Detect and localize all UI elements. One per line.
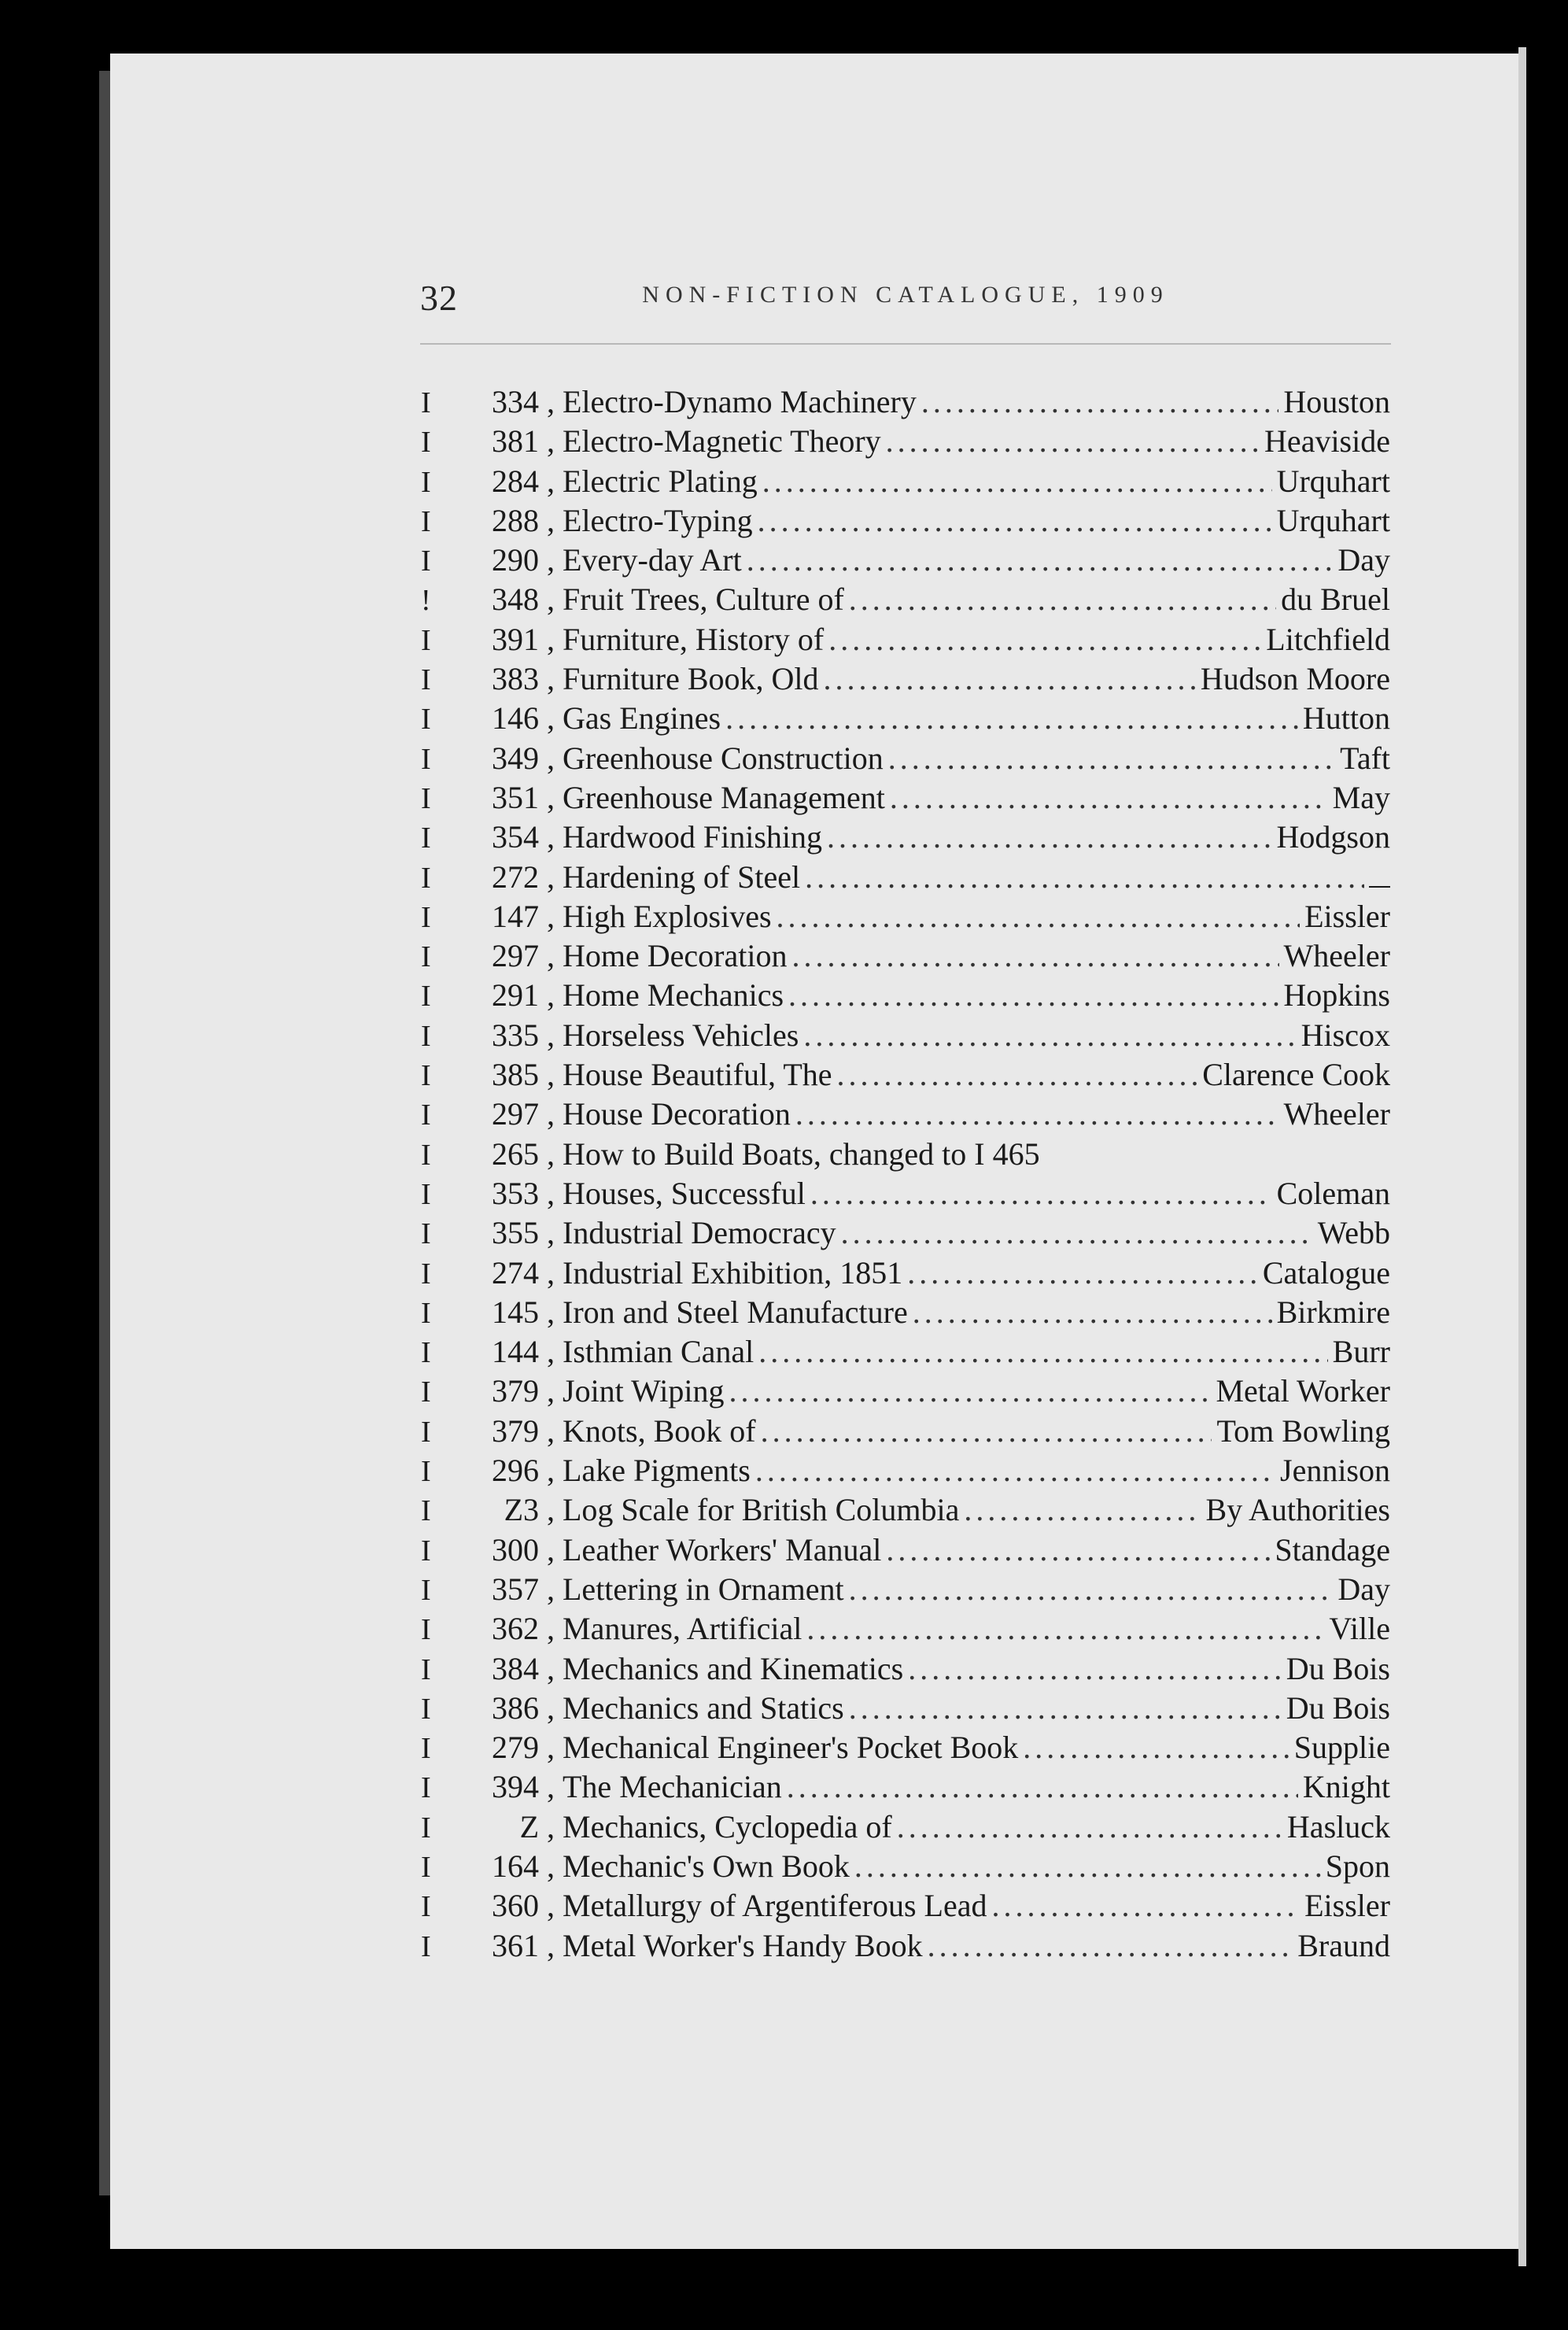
number-separator: , (547, 1730, 563, 1766)
catalogue-entry (421, 1767, 1390, 1807)
class-mark: ! (421, 584, 431, 618)
dot-leader (964, 1490, 1201, 1530)
entry-title: Mechanical Engineer's Pocket Book (563, 1730, 1019, 1766)
class-mark: I (421, 1217, 431, 1251)
entry-author: Eissler (1304, 1888, 1390, 1924)
class-mark: I (421, 1059, 431, 1093)
dot-leader (849, 580, 1276, 619)
dot-leader (849, 1689, 1282, 1728)
entry-author: May (1332, 779, 1390, 815)
number-separator: , (547, 779, 563, 815)
catalogue-entry (421, 1649, 1390, 1689)
entry-title: Leather Workers' Manual (563, 1531, 882, 1567)
entry-title: Mechanic's Own Book (563, 1848, 850, 1884)
class-mark: I (421, 1613, 431, 1647)
class-mark: I (421, 623, 431, 657)
entry-title: Electro-Dynamo Machinery (563, 384, 917, 419)
page-shadow-left (99, 71, 110, 2195)
dot-leader (803, 1016, 1296, 1055)
author-dash (1369, 886, 1390, 888)
entry-author: Taft (1340, 740, 1390, 776)
catalogue-entry (421, 1886, 1390, 1926)
page-edge-right (1518, 47, 1526, 2266)
catalogue-entry (421, 1808, 1390, 1847)
number-separator: , (547, 1571, 563, 1607)
entry-number: 335 (492, 1017, 539, 1053)
dot-leader (908, 1649, 1282, 1689)
catalogue-entry (421, 1293, 1390, 1332)
number-separator: , (547, 819, 563, 855)
dot-leader (897, 1808, 1282, 1847)
class-mark: I (421, 1732, 431, 1766)
class-mark: I (421, 426, 431, 460)
dot-leader (810, 1174, 1272, 1213)
page-number: 32 (420, 278, 458, 318)
entry-author: Burr (1332, 1334, 1390, 1370)
entry-title: Greenhouse Construction (563, 740, 884, 776)
dot-leader (758, 501, 1272, 541)
class-mark: I (421, 1692, 431, 1726)
entry-author: Wheeler (1283, 938, 1390, 974)
catalogue-entry (421, 580, 1390, 619)
entry-number: 300 (492, 1531, 539, 1567)
number-separator: , (547, 1096, 563, 1132)
entry-author: Birkmire (1276, 1294, 1390, 1330)
dot-leader (854, 1847, 1321, 1886)
catalogue-entry (421, 1689, 1390, 1728)
number-separator: , (547, 1689, 563, 1726)
entry-author: Du Bois (1286, 1650, 1390, 1686)
entry-number: 334 (492, 384, 539, 419)
number-separator: , (547, 740, 563, 776)
number-separator: , (547, 1888, 563, 1924)
class-mark: I (421, 465, 431, 499)
entry-title: House Decoration (563, 1096, 791, 1132)
entry-number: 379 (492, 1412, 539, 1449)
catalogue-entry (421, 1609, 1390, 1649)
entry-author: Catalogue (1262, 1254, 1390, 1291)
catalogue-entry (421, 739, 1390, 778)
number-separator: , (547, 502, 563, 538)
dot-leader (837, 1055, 1198, 1095)
entry-title: Furniture Book, Old (563, 661, 819, 697)
class-mark: I (421, 504, 431, 538)
class-mark: I (421, 663, 431, 697)
number-separator: , (547, 542, 563, 578)
entry-number: 355 (492, 1215, 539, 1251)
catalogue-entry (421, 1570, 1390, 1609)
entry-title: Mechanics and Kinematics (563, 1650, 904, 1686)
entry-title: Every-day Art (563, 542, 742, 578)
entry-author: Clarence Cook (1202, 1057, 1390, 1093)
class-mark: I (421, 1257, 431, 1291)
number-separator: , (547, 1531, 563, 1567)
entry-number: 145 (492, 1294, 539, 1330)
entry-number: 297 (492, 938, 539, 974)
entry-title: Lake Pigments (563, 1453, 751, 1489)
entry-number: 351 (492, 779, 539, 815)
number-separator: , (547, 1175, 563, 1211)
entry-number: 146 (492, 700, 539, 737)
dot-leader (758, 1332, 1327, 1372)
class-mark: I (421, 1652, 431, 1686)
header-rule (420, 343, 1391, 345)
entry-author: Hopkins (1283, 977, 1390, 1014)
class-mark: I (421, 1494, 431, 1528)
catalogue-entry (421, 1847, 1390, 1886)
dot-leader (886, 1531, 1270, 1570)
entry-number: 349 (492, 740, 539, 776)
entry-author: Heaviside (1264, 423, 1390, 460)
entry-title: Metallurgy of Argentiferous Lead (563, 1888, 987, 1924)
entry-author: Jennison (1280, 1453, 1390, 1489)
entry-number: 354 (492, 819, 539, 855)
dot-leader (747, 541, 1334, 580)
entry-number: Z (519, 1808, 539, 1844)
entry-author: Wheeler (1283, 1096, 1390, 1132)
dot-leader (787, 1767, 1298, 1807)
class-mark: I (421, 822, 431, 855)
dot-leader (928, 1926, 1293, 1966)
entry-number: 288 (492, 502, 539, 538)
dot-leader (761, 1412, 1212, 1451)
number-separator: , (547, 582, 563, 618)
entry-number: 291 (492, 977, 539, 1014)
entry-author: Hodgson (1276, 819, 1390, 855)
entry-title: Knots, Book of (563, 1412, 756, 1449)
entry-title: Hardening of Steel (563, 859, 801, 895)
class-mark: I (421, 703, 431, 737)
entry-number: 147 (492, 898, 539, 934)
entry-title: Log Scale for British Columbia (563, 1492, 960, 1528)
catalogue-entry (421, 462, 1390, 501)
entry-title: Mechanics and Statics (563, 1689, 844, 1726)
entry-title: Metal Worker's Handy Book (563, 1927, 923, 1963)
number-separator: , (547, 898, 563, 934)
dot-leader (913, 1293, 1272, 1332)
number-separator: , (547, 1927, 563, 1963)
number-separator: , (547, 1453, 563, 1489)
class-mark: I (421, 1296, 431, 1330)
class-mark: I (421, 980, 431, 1014)
dot-leader (1023, 1728, 1289, 1767)
class-mark: I (421, 1573, 431, 1607)
catalogue-entry (421, 1451, 1390, 1490)
number-separator: , (547, 621, 563, 657)
catalogue-entry (421, 1174, 1390, 1213)
entry-title: Home Mechanics (563, 977, 784, 1014)
entry-author: Eissler (1304, 898, 1390, 934)
number-separator: , (547, 463, 563, 499)
number-separator: , (547, 423, 563, 460)
number-separator: , (547, 1611, 563, 1647)
number-separator: , (547, 1808, 563, 1844)
catalogue-entry (421, 1490, 1390, 1530)
entry-title: House Beautiful, The (563, 1057, 832, 1093)
catalogue-entry (421, 936, 1390, 976)
entry-title: Manures, Artificial (563, 1611, 802, 1647)
class-mark: I (421, 1415, 431, 1449)
entry-number: 385 (492, 1057, 539, 1093)
dot-leader (806, 1609, 1324, 1649)
dot-leader (788, 976, 1278, 1015)
number-separator: , (547, 1412, 563, 1449)
catalogue-entry (421, 659, 1390, 699)
entry-title: Electro-Magnetic Theory (563, 423, 881, 460)
entry-title: Fruit Trees, Culture of (563, 582, 844, 618)
entry-number: 357 (492, 1571, 539, 1607)
catalogue-entry (421, 699, 1390, 738)
class-mark: I (421, 1177, 431, 1211)
catalogue-entry (421, 1531, 1390, 1570)
entry-author: By Authorities (1205, 1492, 1390, 1528)
entry-title: Industrial Exhibition, 1851 (563, 1254, 903, 1291)
entry-author: Urquhart (1276, 502, 1390, 538)
entry-title: Electro-Typing (563, 502, 753, 538)
dot-leader (755, 1451, 1275, 1490)
class-mark: I (421, 1890, 431, 1924)
catalogue-entry (421, 382, 1390, 422)
entry-number: 274 (492, 1254, 539, 1291)
dot-leader (841, 1213, 1313, 1253)
dot-leader (849, 1570, 1334, 1609)
entry-author: Supplie (1293, 1730, 1390, 1766)
catalogue-entry (421, 620, 1390, 659)
dot-leader (725, 699, 1298, 738)
entry-title: The Mechanician (563, 1769, 782, 1805)
dot-leader (791, 936, 1278, 976)
class-mark: I (421, 742, 431, 776)
class-mark: I (421, 1929, 431, 1963)
entry-author: Hasluck (1286, 1808, 1390, 1844)
entry-number: 290 (492, 542, 539, 578)
number-separator: , (547, 1334, 563, 1370)
class-mark: I (421, 1138, 431, 1172)
entry-number: 353 (492, 1175, 539, 1211)
entry-number: 279 (492, 1730, 539, 1766)
page-header (420, 277, 1391, 332)
class-mark: I (421, 900, 431, 934)
class-mark: I (421, 861, 431, 895)
entry-title: Home Decoration (563, 938, 788, 974)
dot-leader (921, 382, 1279, 422)
catalogue-entry (421, 1213, 1390, 1253)
entry-number: 348 (492, 582, 539, 618)
dot-leader (729, 1372, 1211, 1411)
page-title: NON-FICTION CATALOGUE, 1909 (642, 282, 1169, 308)
entry-number: 265 (492, 1135, 539, 1172)
catalogue-entry (421, 1372, 1390, 1411)
class-mark: I (421, 1455, 431, 1489)
number-separator: , (547, 1373, 563, 1409)
number-separator: , (547, 1017, 563, 1053)
class-mark: I (421, 386, 431, 419)
entry-title: Joint Wiping (563, 1373, 725, 1409)
catalogue-entry (421, 501, 1390, 541)
number-separator: , (547, 1135, 563, 1172)
entry-number: 284 (492, 463, 539, 499)
entry-title: Isthmian Canal (563, 1334, 754, 1370)
entry-author: Houston (1283, 384, 1390, 419)
number-separator: , (547, 700, 563, 737)
entry-number: 386 (492, 1689, 539, 1726)
entry-title: Greenhouse Management (563, 779, 885, 815)
entry-number: 384 (492, 1650, 539, 1686)
dot-leader (762, 462, 1272, 501)
entry-author: Standage (1275, 1531, 1390, 1567)
dot-leader (824, 659, 1196, 699)
entry-number: 381 (492, 423, 539, 460)
number-separator: , (547, 384, 563, 419)
class-mark: I (421, 1336, 431, 1370)
entry-title: Horseless Vehicles (563, 1017, 799, 1053)
dot-leader (992, 1886, 1301, 1926)
entry-number: 379 (492, 1373, 539, 1409)
entry-title: Furniture, History of (563, 621, 825, 657)
entry-number: 394 (492, 1769, 539, 1805)
dot-leader (805, 858, 1364, 897)
number-separator: , (547, 1057, 563, 1093)
number-separator: , (547, 859, 563, 895)
class-mark: I (421, 940, 431, 974)
number-separator: , (547, 1294, 563, 1330)
catalogue-entry (421, 1016, 1390, 1055)
entry-number: 362 (492, 1611, 539, 1647)
entry-number: 361 (492, 1927, 539, 1963)
catalogue-entry (421, 976, 1390, 1015)
number-separator: , (547, 661, 563, 697)
entry-title: Mechanics, Cyclopedia of (563, 1808, 892, 1844)
entry-number: 297 (492, 1096, 539, 1132)
entry-author: Webb (1317, 1215, 1390, 1251)
class-mark: I (421, 1771, 431, 1805)
entry-number: 164 (492, 1848, 539, 1884)
entry-title: Gas Engines (563, 700, 721, 737)
entry-author: Coleman (1276, 1175, 1390, 1211)
number-separator: , (547, 1769, 563, 1805)
number-separator: , (547, 1215, 563, 1251)
entry-author: Braund (1297, 1927, 1390, 1963)
entry-title: High Explosives (563, 898, 772, 934)
catalogue-entry (421, 1728, 1390, 1767)
number-separator: , (547, 1492, 563, 1528)
entry-author: Day (1337, 1571, 1390, 1607)
entry-number: 383 (492, 661, 539, 697)
class-mark: I (421, 545, 431, 578)
entry-author: Hiscox (1301, 1017, 1390, 1053)
dot-leader (886, 422, 1260, 461)
entry-number: 391 (492, 621, 539, 657)
entry-author: Day (1337, 542, 1390, 578)
catalogue-entry (421, 1095, 1390, 1134)
catalogue-entry (421, 1412, 1390, 1451)
catalogue-entry (421, 1926, 1390, 1966)
entry-author: du Bruel (1281, 582, 1390, 618)
entry-author: Litchfield (1266, 621, 1390, 657)
catalogue-entries (421, 382, 1390, 1966)
number-separator: , (547, 1254, 563, 1291)
catalogue-entry (421, 818, 1390, 857)
class-mark: I (421, 1850, 431, 1884)
entry-author: Knight (1302, 1769, 1390, 1805)
catalogue-entry (421, 422, 1390, 461)
number-separator: , (547, 1848, 563, 1884)
entry-title: Lettering in Ornament (563, 1571, 844, 1607)
entry-author: Hudson Moore (1200, 661, 1390, 697)
class-mark: I (421, 1019, 431, 1053)
entry-number: Z3 (504, 1492, 539, 1528)
catalogue-entry (421, 1055, 1390, 1095)
entry-author: Ville (1329, 1611, 1390, 1647)
dot-leader (888, 739, 1335, 778)
entry-title: Electric Plating (563, 463, 758, 499)
entry-number: 296 (492, 1453, 539, 1489)
class-mark: I (421, 1375, 431, 1409)
dot-leader (777, 897, 1301, 936)
entry-author: Urquhart (1276, 463, 1390, 499)
dot-leader (795, 1095, 1279, 1134)
number-separator: , (547, 977, 563, 1014)
entry-title: Industrial Democracy (563, 1215, 836, 1251)
entry-author: Spon (1325, 1848, 1390, 1884)
number-separator: , (547, 938, 563, 974)
number-separator: , (547, 1650, 563, 1686)
catalogue-entry (421, 778, 1390, 818)
class-mark: I (421, 1811, 431, 1844)
dot-leader (827, 818, 1272, 857)
entry-number: 360 (492, 1888, 539, 1924)
catalogue-entry (421, 541, 1390, 580)
dot-leader (828, 620, 1261, 659)
entry-title: Houses, Successful (563, 1175, 806, 1211)
catalogue-entry (421, 1254, 1390, 1293)
entry-number: 272 (492, 859, 539, 895)
catalogue-entry (421, 1332, 1390, 1372)
dot-leader (907, 1254, 1258, 1293)
entry-author: Du Bois (1286, 1689, 1390, 1726)
entry-title: Iron and Steel Manufacture (563, 1294, 908, 1330)
entry-number: 144 (492, 1334, 539, 1370)
entry-title: How to Build Boats, changed to I 465 (563, 1135, 1040, 1172)
class-mark: I (421, 781, 431, 815)
catalogue-entry (421, 858, 1390, 897)
class-mark: I (421, 1099, 431, 1132)
entry-title: Hardwood Finishing (563, 819, 822, 855)
entry-author: Hutton (1302, 700, 1390, 737)
entry-author: Metal Worker (1216, 1373, 1390, 1409)
catalogue-entry (421, 897, 1390, 936)
entry-author: Tom Bowling (1216, 1412, 1390, 1449)
catalogue-entry (421, 1135, 1390, 1174)
dot-leader (890, 778, 1328, 818)
class-mark: I (421, 1534, 431, 1567)
